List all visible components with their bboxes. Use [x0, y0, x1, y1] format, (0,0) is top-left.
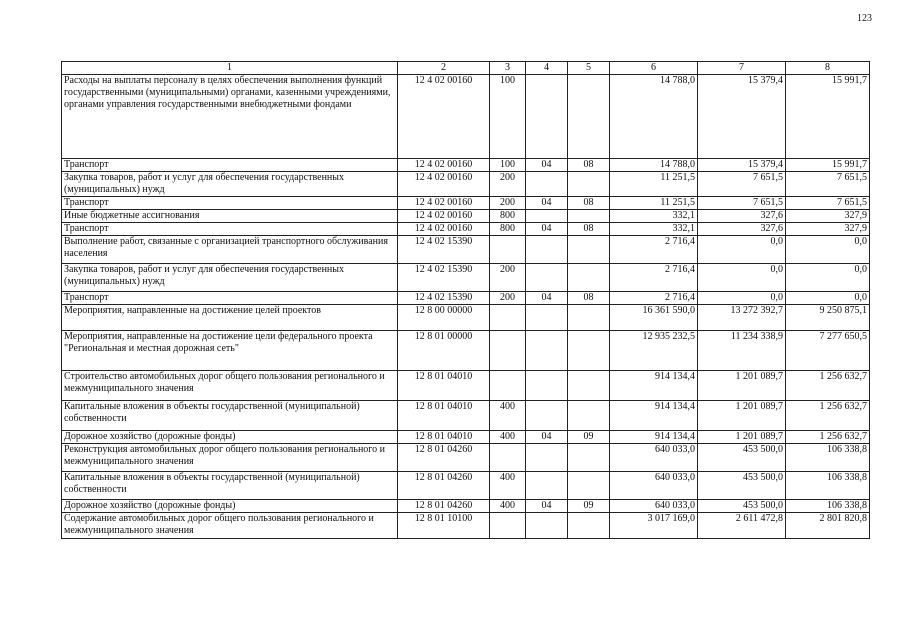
table-row: [62, 236, 870, 264]
table-row: [62, 500, 870, 513]
row-subsection-cell: 08: [568, 197, 610, 210]
row-amount-col6-cell: 11 251,5: [610, 197, 698, 210]
row-section-cell: 04: [526, 197, 568, 210]
table-row: [62, 264, 870, 292]
row-section-cell: [526, 472, 568, 500]
row-name-cell: Расходы на выплаты персоналу в целях обеспечения выполнения функций государственными (муниципальными) органами, казенными учреждениями, органами управления государственными внебюджетными фондами: [62, 75, 398, 159]
row-amount-col6-cell: 914 134,4: [610, 431, 698, 444]
table-row: [62, 197, 870, 210]
header-cell: 8: [786, 62, 870, 75]
row-section-cell: [526, 305, 568, 331]
row-subsection-cell: [568, 444, 610, 472]
row-expense-type-cell: 400: [490, 431, 526, 444]
row-section-cell: [526, 210, 568, 223]
row-code-cell: 12 8 01 10100: [398, 513, 490, 539]
header-cell: 5: [568, 62, 610, 75]
row-expense-type-cell: [490, 331, 526, 371]
row-expense-type-cell: 400: [490, 401, 526, 431]
row-amount-col8-cell: 106 338,8: [786, 472, 870, 500]
row-amount-col8-cell: 0,0: [786, 292, 870, 305]
row-amount-col6-cell: 14 788,0: [610, 159, 698, 172]
row-amount-col8-cell: 1 256 632,7: [786, 401, 870, 431]
row-expense-type-cell: [490, 513, 526, 539]
row-amount-col6-cell: 914 134,4: [610, 401, 698, 431]
table-row: [62, 331, 870, 371]
row-amount-col8-cell: 15 991,7: [786, 75, 870, 159]
header-cell: 6: [610, 62, 698, 75]
row-expense-type-cell: [490, 236, 526, 264]
row-expense-type-cell: 400: [490, 500, 526, 513]
row-name-cell: Иные бюджетные ассигнования: [62, 210, 398, 223]
row-amount-col7-cell: 13 272 392,7: [698, 305, 786, 331]
row-amount-col7-cell: 327,6: [698, 223, 786, 236]
table-row: [62, 159, 870, 172]
row-amount-col6-cell: 11 251,5: [610, 172, 698, 197]
row-amount-col8-cell: 0,0: [786, 236, 870, 264]
table-row: [62, 431, 870, 444]
header-cell: 1: [62, 62, 398, 75]
row-amount-col8-cell: 1 256 632,7: [786, 431, 870, 444]
row-subsection-cell: [568, 331, 610, 371]
row-name-cell: Дорожное хозяйство (дорожные фонды): [62, 431, 398, 444]
row-subsection-cell: 08: [568, 223, 610, 236]
row-section-cell: 04: [526, 223, 568, 236]
row-subsection-cell: 09: [568, 431, 610, 444]
row-amount-col6-cell: 640 033,0: [610, 500, 698, 513]
row-subsection-cell: [568, 305, 610, 331]
row-expense-type-cell: 200: [490, 197, 526, 210]
row-name-cell: Капитальные вложения в объекты государственной (муниципальной) собственности: [62, 472, 398, 500]
table-row: [62, 305, 870, 331]
row-subsection-cell: [568, 513, 610, 539]
row-subsection-cell: [568, 401, 610, 431]
row-code-cell: 12 8 00 00000: [398, 305, 490, 331]
row-amount-col8-cell: 0,0: [786, 264, 870, 292]
row-amount-col8-cell: 7 277 650,5: [786, 331, 870, 371]
row-amount-col7-cell: 453 500,0: [698, 472, 786, 500]
row-expense-type-cell: 100: [490, 75, 526, 159]
table-row: [62, 210, 870, 223]
row-name-cell: Транспорт: [62, 223, 398, 236]
row-section-cell: 04: [526, 431, 568, 444]
row-amount-col6-cell: 640 033,0: [610, 472, 698, 500]
row-section-cell: [526, 513, 568, 539]
row-amount-col8-cell: 7 651,5: [786, 172, 870, 197]
table-row: [62, 401, 870, 431]
row-amount-col7-cell: 15 379,4: [698, 75, 786, 159]
row-amount-col7-cell: 0,0: [698, 292, 786, 305]
row-amount-col8-cell: 7 651,5: [786, 197, 870, 210]
row-section-cell: [526, 401, 568, 431]
row-amount-col7-cell: 2 611 472,8: [698, 513, 786, 539]
row-code-cell: 12 4 02 15390: [398, 292, 490, 305]
row-amount-col7-cell: 0,0: [698, 236, 786, 264]
row-name-cell: Содержание автомобильных дорог общего пользования регионального и межмуниципального значения: [62, 513, 398, 539]
row-name-cell: Транспорт: [62, 159, 398, 172]
row-subsection-cell: [568, 236, 610, 264]
row-amount-col7-cell: 15 379,4: [698, 159, 786, 172]
row-amount-col7-cell: 0,0: [698, 264, 786, 292]
row-section-cell: 04: [526, 500, 568, 513]
row-amount-col8-cell: 9 250 875,1: [786, 305, 870, 331]
row-amount-col6-cell: 332,1: [610, 210, 698, 223]
row-amount-col7-cell: 7 651,5: [698, 197, 786, 210]
header-cell: 7: [698, 62, 786, 75]
row-code-cell: 12 8 01 04260: [398, 500, 490, 513]
row-code-cell: 12 4 02 15390: [398, 236, 490, 264]
row-amount-col6-cell: 12 935 232,5: [610, 331, 698, 371]
row-amount-col6-cell: 3 017 169,0: [610, 513, 698, 539]
row-code-cell: 12 8 01 04010: [398, 401, 490, 431]
row-section-cell: 04: [526, 159, 568, 172]
row-code-cell: 12 8 01 04010: [398, 431, 490, 444]
header-cell: 3: [490, 62, 526, 75]
row-amount-col6-cell: 914 134,4: [610, 371, 698, 401]
table-row: [62, 223, 870, 236]
row-code-cell: 12 4 02 00160: [398, 172, 490, 197]
row-amount-col8-cell: 327,9: [786, 210, 870, 223]
row-subsection-cell: [568, 371, 610, 401]
row-code-cell: 12 8 01 04260: [398, 472, 490, 500]
table-row: [62, 472, 870, 500]
row-subsection-cell: [568, 75, 610, 159]
row-amount-col7-cell: 1 201 089,7: [698, 401, 786, 431]
row-amount-col7-cell: 1 201 089,7: [698, 371, 786, 401]
row-expense-type-cell: 200: [490, 264, 526, 292]
row-amount-col6-cell: 2 716,4: [610, 264, 698, 292]
row-expense-type-cell: 800: [490, 223, 526, 236]
row-amount-col6-cell: 2 716,4: [610, 236, 698, 264]
row-amount-col7-cell: 453 500,0: [698, 444, 786, 472]
row-code-cell: 12 8 01 04010: [398, 371, 490, 401]
row-subsection-cell: [568, 210, 610, 223]
header-cell: 2: [398, 62, 490, 75]
row-section-cell: [526, 331, 568, 371]
row-amount-col6-cell: 14 788,0: [610, 75, 698, 159]
row-expense-type-cell: [490, 444, 526, 472]
row-amount-col8-cell: 2 801 820,8: [786, 513, 870, 539]
row-name-cell: Мероприятия, направленные на достижение цели федерального проекта "Региональная и местная дорожная сеть": [62, 331, 398, 371]
row-amount-col8-cell: 327,9: [786, 223, 870, 236]
row-section-cell: [526, 75, 568, 159]
header-cell: 4: [526, 62, 568, 75]
row-expense-type-cell: 800: [490, 210, 526, 223]
row-subsection-cell: 08: [568, 292, 610, 305]
table-row: [62, 444, 870, 472]
row-code-cell: 12 4 02 15390: [398, 264, 490, 292]
row-expense-type-cell: [490, 305, 526, 331]
row-name-cell: Мероприятия, направленные на достижение целей проектов: [62, 305, 398, 331]
row-section-cell: 04: [526, 292, 568, 305]
row-subsection-cell: [568, 472, 610, 500]
row-code-cell: 12 4 02 00160: [398, 210, 490, 223]
header-row: [62, 62, 870, 75]
row-amount-col7-cell: 327,6: [698, 210, 786, 223]
row-name-cell: Транспорт: [62, 292, 398, 305]
row-subsection-cell: 09: [568, 500, 610, 513]
row-code-cell: 12 4 02 00160: [398, 159, 490, 172]
row-section-cell: [526, 444, 568, 472]
row-code-cell: 12 4 02 00160: [398, 75, 490, 159]
row-amount-col7-cell: 7 651,5: [698, 172, 786, 197]
row-amount-col8-cell: 106 338,8: [786, 444, 870, 472]
row-expense-type-cell: 200: [490, 172, 526, 197]
row-amount-col8-cell: 1 256 632,7: [786, 371, 870, 401]
row-name-cell: Капитальные вложения в объекты государственной (муниципальной) собственности: [62, 401, 398, 431]
row-expense-type-cell: [490, 371, 526, 401]
row-amount-col8-cell: 106 338,8: [786, 500, 870, 513]
row-name-cell: Закупка товаров, работ и услуг для обеспечения государственных (муниципальных) нужд: [62, 264, 398, 292]
row-section-cell: [526, 264, 568, 292]
row-amount-col6-cell: 332,1: [610, 223, 698, 236]
row-amount-col6-cell: 640 033,0: [610, 444, 698, 472]
row-name-cell: Реконструкция автомобильных дорог общего пользования регионального и межмуниципального значения: [62, 444, 398, 472]
row-code-cell: 12 4 02 00160: [398, 197, 490, 210]
row-name-cell: Закупка товаров, работ и услуг для обеспечения государственных (муниципальных) нужд: [62, 172, 398, 197]
row-name-cell: Дорожное хозяйство (дорожные фонды): [62, 500, 398, 513]
page-number: 123: [857, 13, 872, 24]
row-section-cell: [526, 371, 568, 401]
row-subsection-cell: 08: [568, 159, 610, 172]
row-amount-col8-cell: 15 991,7: [786, 159, 870, 172]
row-name-cell: Транспорт: [62, 197, 398, 210]
row-code-cell: 12 8 01 00000: [398, 331, 490, 371]
table-row: [62, 172, 870, 197]
table-row: [62, 371, 870, 401]
row-expense-type-cell: 200: [490, 292, 526, 305]
row-expense-type-cell: 400: [490, 472, 526, 500]
row-expense-type-cell: 100: [490, 159, 526, 172]
row-name-cell: Строительство автомобильных дорог общего пользования регионального и межмуниципального значения: [62, 371, 398, 401]
row-amount-col7-cell: 1 201 089,7: [698, 431, 786, 444]
row-amount-col7-cell: 11 234 338,9: [698, 331, 786, 371]
row-amount-col7-cell: 453 500,0: [698, 500, 786, 513]
row-code-cell: 12 8 01 04260: [398, 444, 490, 472]
budget-table: [61, 61, 870, 539]
row-section-cell: [526, 172, 568, 197]
row-subsection-cell: [568, 172, 610, 197]
table-row: [62, 292, 870, 305]
row-amount-col6-cell: 16 361 590,0: [610, 305, 698, 331]
row-name-cell: Выполнение работ, связанные с организацией транспортного обслуживания населения: [62, 236, 398, 264]
row-subsection-cell: [568, 264, 610, 292]
table-row: [62, 75, 870, 159]
row-amount-col6-cell: 2 716,4: [610, 292, 698, 305]
row-code-cell: 12 4 02 00160: [398, 223, 490, 236]
table-row: [62, 513, 870, 539]
row-section-cell: [526, 236, 568, 264]
